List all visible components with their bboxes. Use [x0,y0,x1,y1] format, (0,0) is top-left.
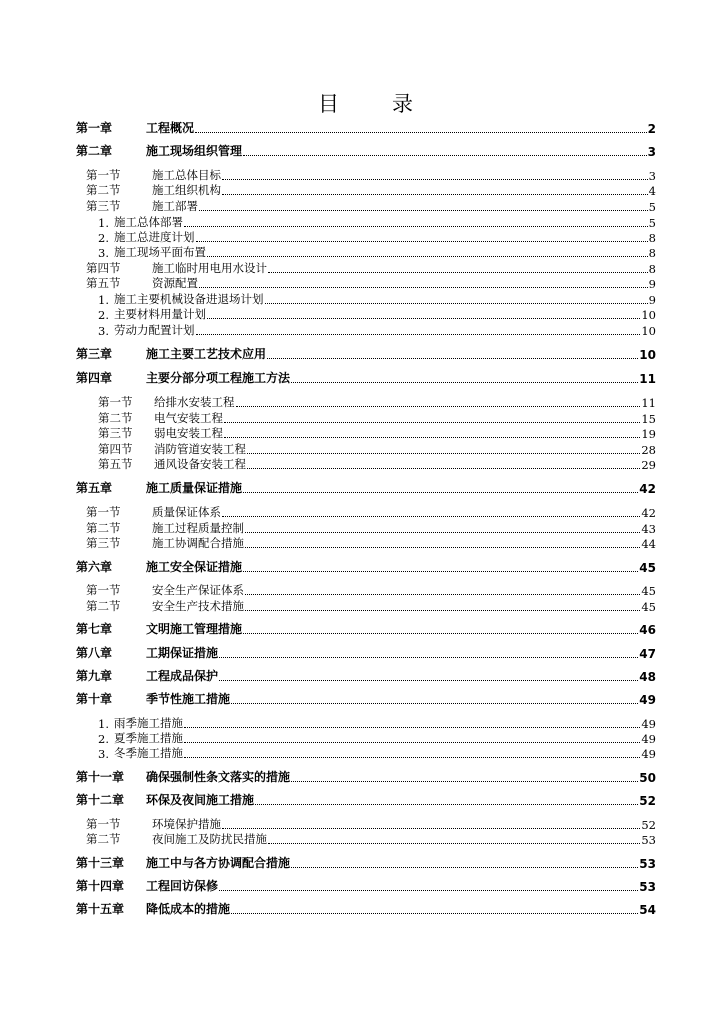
toc-entry[interactable] [86,260,656,276]
toc-entry-number: 第二节 [86,599,121,613]
toc-entry-title: 工程概况 [146,121,195,135]
toc-entry-number: 第十三章 [76,856,125,870]
toc-entry-page: 53 [641,833,656,847]
toc-entry[interactable] [86,831,656,847]
toc-entry-number: 2. [98,308,109,322]
toc-entry-title: 通风设备安装工程 [154,457,246,471]
toc-entry-page: 8 [648,262,656,276]
toc-entry[interactable] [98,745,656,761]
toc-entry-page: 46 [639,623,656,637]
toc-entry-number: 第一节 [86,817,121,831]
toc-entry-number: 第一章 [76,121,113,135]
toc-entry[interactable] [86,535,656,551]
toc-leader-dots [199,287,648,288]
toc-entry[interactable] [86,167,656,183]
toc-entry-title: 夏季施工措施 [114,731,183,745]
toc-leader-dots [245,532,640,533]
toc-entry-page: 49 [641,747,656,761]
toc-entry-title: 施工协调配合措施 [152,536,244,550]
toc-entry[interactable] [76,855,656,871]
toc-leader-dots [243,633,638,634]
toc-entry-page: 43 [641,522,656,536]
toc-leader-dots [291,781,638,782]
toc-entry[interactable] [76,346,656,362]
toc-leader-dots [184,742,640,743]
toc-entry[interactable] [76,143,656,159]
toc-entry-title: 工期保证措施 [146,646,219,660]
toc-entry[interactable] [98,441,656,457]
toc-entry-title: 劳动力配置计划 [114,323,195,337]
toc-entry[interactable] [76,621,656,637]
toc-entry[interactable] [76,645,656,661]
toc-entry[interactable] [98,291,656,307]
toc-entry[interactable] [98,214,656,230]
toc-entry-number: 第十章 [76,692,113,706]
toc-entry-page: 42 [639,482,656,496]
toc-entry[interactable] [76,668,656,684]
toc-entry-title: 主要分部分项工程施工方法 [146,371,291,385]
toc-entry-page: 8 [648,246,656,260]
toc-entry[interactable] [76,792,656,808]
toc-entry-number: 3. [98,747,109,761]
toc-leader-dots [245,610,640,611]
toc-entry-page: 49 [641,732,656,746]
toc-entry-page: 45 [641,584,656,598]
toc-entry[interactable] [76,120,656,136]
toc-entry-page: 10 [641,308,656,322]
toc-entry-number: 1. [98,293,109,307]
toc-entry[interactable] [86,275,656,291]
toc-entry-page: 11 [639,372,656,386]
toc-entry[interactable] [98,229,656,245]
toc-leader-dots [267,358,638,359]
toc-entry-title: 资源配置 [152,276,198,290]
toc-entry-title: 施工现场平面布置 [114,245,206,259]
toc-entry-number: 第二章 [76,144,113,158]
toc-entry-page: 49 [639,693,656,707]
toc-entry-page: 3 [648,169,656,183]
toc-entry-title: 施工现场组织管理 [146,144,243,158]
toc-entry-number: 2. [98,732,109,746]
toc-entry[interactable] [98,410,656,426]
toc-entry-page: 11 [641,396,656,410]
toc-entry-number: 第三节 [86,536,121,550]
toc-entry-page: 9 [648,293,656,307]
toc-entry-title: 施工组织机构 [152,183,221,197]
toc-title-char-1: 目 [318,92,339,116]
toc-entry-page: 42 [641,506,656,520]
toc-entry-page: 48 [639,670,656,684]
toc-leader-dots [231,703,638,704]
toc-entry-page: 4 [648,184,656,198]
toc-entry[interactable] [98,394,656,410]
toc-entry[interactable] [76,370,656,386]
toc-entry-page: 45 [641,600,656,614]
toc-entry-number: 第一节 [86,168,121,182]
toc-entry-number: 第九章 [76,669,113,683]
toc-leader-dots [268,272,648,273]
toc-leader-dots [243,492,638,493]
toc-leader-dots [207,318,640,319]
toc-entry[interactable] [76,769,656,785]
toc-entry-title: 施工总体目标 [152,168,221,182]
toc-entry[interactable] [98,730,656,746]
toc-entry[interactable] [86,520,656,536]
toc-entry-title: 主要材料用量计划 [114,307,206,321]
toc-entry-page: 5 [648,216,656,230]
toc-entry-number: 1. [98,216,109,230]
toc-entry[interactable] [98,306,656,322]
toc-leader-dots [222,179,648,180]
toc-entry-title: 工程回访保修 [146,879,219,893]
toc-entry-number: 第十四章 [76,879,125,893]
toc-leader-dots [219,680,638,681]
toc-entry[interactable] [76,691,656,707]
toc-entry[interactable] [98,456,656,472]
toc-entry-number: 第五章 [76,481,113,495]
toc-entry[interactable] [76,559,656,575]
toc-entry-title: 施工临时用电用水设计 [152,261,267,275]
toc-entry-title: 给排水安装工程 [154,395,235,409]
toc-entry-number: 第四节 [98,442,133,456]
toc-entry[interactable] [98,425,656,441]
toc-leader-dots [265,303,648,304]
toc-entry-number: 第八章 [76,646,113,660]
toc-entry-page: 54 [639,903,656,917]
toc-entry-page: 9 [648,277,656,291]
toc-entry-title: 消防管道安装工程 [154,442,246,456]
toc-leader-dots [184,757,640,758]
toc-entry-page: 50 [639,771,656,785]
toc-leader-dots [291,867,638,868]
toc-entry-number: 2. [98,231,109,245]
toc-entry-title: 弱电安装工程 [154,426,223,440]
toc-entry[interactable] [86,582,656,598]
toc-entry-title: 夜间施工及防扰民措施 [152,832,267,846]
toc-entry-title: 安全生产技术措施 [152,599,244,613]
toc-leader-dots [243,571,638,572]
toc-entry-page: 19 [641,427,656,441]
toc-entry[interactable] [76,901,656,917]
toc-entry-page: 2 [647,122,656,136]
toc-entry-number: 第四节 [86,261,121,275]
toc-entry[interactable] [86,816,656,832]
toc-entry-number: 第三章 [76,347,113,361]
toc-entry-number: 第五节 [98,457,133,471]
toc-entry-page: 52 [639,794,656,808]
toc-entry-title: 施工主要工艺技术应用 [146,347,267,361]
toc-entry-number: 第三节 [98,426,133,440]
toc-leader-dots [224,422,640,423]
toc-leader-dots [196,241,648,242]
toc-entry[interactable] [86,598,656,614]
toc-entry-title: 施工安全保证措施 [146,560,243,574]
toc-entry-title: 文明施工管理措施 [146,622,243,636]
toc-title-char-2: 录 [392,92,413,116]
toc-entry-number: 1. [98,717,109,731]
toc-leader-dots [291,382,638,383]
toc-entry-title: 施工质量保证措施 [146,481,243,495]
toc-leader-dots [247,453,640,454]
toc-entry-title: 施工过程质量控制 [152,521,244,535]
toc-leader-dots [199,210,648,211]
toc-entry-number: 第一节 [98,395,133,409]
toc-entry[interactable] [86,504,656,520]
toc-entry-page: 53 [639,857,656,871]
toc-leader-dots [224,437,640,438]
toc-entry-number: 第二节 [86,183,121,197]
toc-entry-title: 施工中与各方协调配合措施 [146,856,291,870]
toc-entry[interactable] [86,182,656,198]
toc-leader-dots [247,468,640,469]
toc-entry-page: 5 [648,200,656,214]
toc-entry-title: 质量保证体系 [152,505,221,519]
toc-entry-number: 第四章 [76,371,113,385]
toc-entry-page: 8 [648,231,656,245]
toc-entry-title: 安全生产保证体系 [152,583,244,597]
toc-leader-dots [245,547,640,548]
toc-entry-page: 10 [641,324,656,338]
toc-entry-page: 10 [639,348,656,362]
toc-entry-page: 47 [639,647,656,661]
toc-entry-title: 施工部署 [152,199,198,213]
toc-entry-number: 第十二章 [76,793,125,807]
toc-entry[interactable] [86,198,656,214]
toc-entry[interactable] [76,480,656,496]
toc-entry-number: 第二节 [86,521,121,535]
toc-leader-dots [184,226,648,227]
toc-leader-dots [222,516,640,517]
toc-entry[interactable] [98,715,656,731]
toc-entry-title: 降低成本的措施 [146,902,231,916]
toc-entry-page: 45 [639,561,656,575]
toc-entry-title: 季节性施工措施 [146,692,231,706]
toc-entry-title: 工程成品保护 [146,669,219,683]
toc-entry-page: 28 [641,443,656,457]
toc-entry-number: 3. [98,324,109,338]
toc-entry-title: 冬季施工措施 [114,746,183,760]
toc-entry-number: 第六章 [76,560,113,574]
toc-entry-title: 雨季施工措施 [114,716,183,730]
toc-entry-number: 第一节 [86,505,121,519]
toc-entry[interactable] [98,244,656,260]
toc-entry-number: 第十一章 [76,770,125,784]
toc-entry-number: 第一节 [86,583,121,597]
toc-entry[interactable] [98,322,656,338]
toc-leader-dots [222,828,640,829]
toc-leader-dots [231,913,638,914]
toc-leader-dots [219,890,638,891]
toc-entry-number: 第二节 [86,832,121,846]
toc-entry-number: 第十五章 [76,902,125,916]
toc-leader-dots [236,406,641,407]
toc-entry-title: 施工总体部署 [114,215,183,229]
toc-entry-title: 施工主要机械设备进退场计划 [114,292,264,306]
toc-entry-title: 电气安装工程 [154,411,223,425]
toc-entry-number: 第二节 [98,411,133,425]
toc-leader-dots [207,256,648,257]
toc-entry-page: 52 [641,818,656,832]
toc-entry-number: 3. [98,246,109,260]
toc-leader-dots [219,657,638,658]
toc-entry-page: 29 [641,458,656,472]
toc-entry-title: 环保及夜间施工措施 [146,793,255,807]
toc-leader-dots [245,594,640,595]
toc-entry[interactable] [76,878,656,894]
toc-leader-dots [268,843,640,844]
toc-entry-number: 第三节 [86,199,121,213]
toc-entry-title: 环境保护措施 [152,817,221,831]
toc-leader-dots [195,132,647,133]
toc-leader-dots [184,727,640,728]
toc-entry-title: 确保强制性条文落实的措施 [146,770,291,784]
toc-leader-dots [196,334,641,335]
toc-entry-number: 第五节 [86,276,121,290]
toc-leader-dots [255,804,638,805]
toc-entry-page: 49 [641,717,656,731]
toc-leader-dots [243,155,647,156]
toc-entry-number: 第七章 [76,622,113,636]
toc-entry-title: 施工总进度计划 [114,230,195,244]
toc-entry-page: 53 [639,880,656,894]
toc-entry-page: 3 [647,145,656,159]
toc-entry-page: 15 [641,412,656,426]
toc-leader-dots [222,194,648,195]
toc-entry-page: 44 [641,537,656,551]
